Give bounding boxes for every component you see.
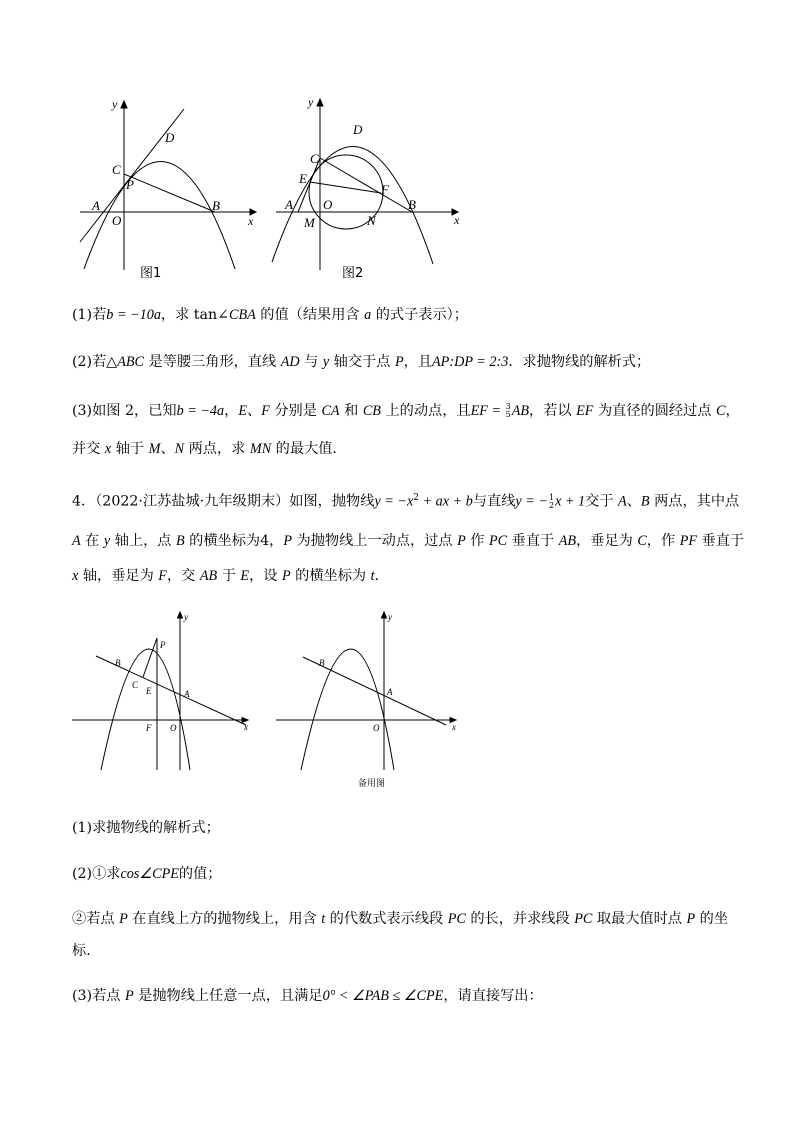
math: C [637, 533, 647, 549]
text: ，且 [403, 354, 433, 370]
fig4-label-o: O [373, 723, 380, 733]
fig2-label-m: M [304, 215, 315, 230]
text: 为抛物线上一动点，过点 [292, 533, 458, 549]
fig3-label-y: y [184, 612, 188, 622]
math: N [174, 441, 185, 457]
text: 并交 [72, 441, 105, 457]
math: PC [447, 911, 466, 927]
math: cos∠CPE [120, 866, 179, 882]
text: (3)若点 [72, 988, 125, 1004]
math: x + 1 [555, 493, 586, 510]
fig1-label-o: O [112, 213, 122, 228]
fig1-parabola [84, 162, 235, 270]
math: E [240, 568, 250, 584]
fig3-label-p: P [160, 640, 166, 650]
prev-q-part3-line2 [72, 440, 347, 458]
fig3-y-arrow [178, 612, 183, 618]
prev-q-part1 [72, 306, 468, 324]
fig4-parabola [301, 649, 394, 770]
denominator: 2 [548, 500, 555, 510]
math: P [457, 533, 466, 549]
q4-part1: (1)求抛物线的解析式； [72, 820, 220, 836]
fig3-label-c: C [132, 680, 139, 690]
text: 交于 [585, 493, 619, 510]
text: 作 [465, 533, 489, 549]
q4-part3 [72, 987, 543, 1005]
math: AB [558, 533, 577, 549]
math: AB [511, 403, 530, 419]
fig2-label-e: E [299, 171, 307, 186]
text: 为直径的圆经过点 [593, 403, 716, 419]
fraction [506, 403, 511, 419]
text: 在 [80, 533, 104, 549]
math: t [321, 911, 326, 927]
text: 与 [299, 354, 323, 370]
math: A [618, 493, 627, 510]
text: 、 [626, 493, 641, 510]
text: ，设 [249, 568, 282, 584]
prev-q-part3-line1 [72, 402, 740, 420]
fig2-label-c: C [310, 151, 319, 166]
numerator: 1 [548, 492, 555, 502]
text: 两点，其中点 [649, 493, 740, 510]
math: AB [199, 568, 218, 584]
fig1-line-ad [80, 109, 184, 242]
text: (1)若 [72, 307, 107, 323]
fig2-label-x: x [454, 213, 460, 227]
text: 取最大值时点 [592, 911, 687, 927]
fig2-label-d: D [353, 122, 363, 137]
math: 0° < ∠PAB ≤ ∠CPE [322, 988, 444, 1004]
text: ，交 [166, 568, 200, 584]
math: EF [576, 403, 594, 419]
q4-line2 [72, 532, 744, 550]
fig3-label-f: F [146, 723, 152, 733]
math: P [281, 568, 291, 584]
math: b = −4a [176, 403, 225, 419]
text: 的坐 [695, 911, 729, 927]
math: t [370, 568, 375, 584]
fig2-label-f: F [381, 182, 389, 197]
text: 和 [339, 403, 363, 419]
text: 轴，垂足为 [78, 568, 159, 584]
text: ．求抛物线的解析式； [508, 354, 651, 370]
math: C [716, 403, 726, 419]
text: 垂直于 [507, 533, 559, 549]
text: 的值； [178, 866, 222, 882]
math: M [148, 441, 161, 457]
fig4-label-a: A [387, 687, 393, 697]
text: 的横坐标为4， [184, 533, 284, 549]
math: ABC [117, 354, 144, 370]
fig4-label-y: y [388, 612, 392, 622]
text: 、 [160, 441, 175, 457]
text: 轴交于点 [329, 354, 395, 370]
fig1-caption: 图1 [140, 266, 162, 281]
math: x [104, 441, 112, 457]
fig2-line-cb [320, 158, 412, 212]
math: P [686, 911, 696, 927]
q4-part2b-line2: 标． [72, 943, 101, 959]
figure-1 [70, 92, 270, 292]
fig1-y-arrow [121, 101, 127, 108]
fig4-label-x: x [452, 722, 456, 732]
math: P [119, 911, 128, 927]
text: (3)如图 2，已知 [72, 403, 177, 419]
math: a [364, 307, 372, 323]
math: x [72, 568, 79, 584]
math: CA [321, 403, 340, 419]
math: CB [362, 403, 381, 419]
fig2-label-n: N [367, 213, 376, 228]
fig1-label-p: P [126, 177, 134, 192]
math: y [322, 354, 330, 370]
fig2-caption: 图2 [342, 266, 364, 281]
fraction [549, 494, 554, 510]
text: ，垂足为 [576, 533, 638, 549]
math: E [238, 403, 247, 419]
fig1-label-c: C [112, 162, 121, 177]
math: y = −x [374, 493, 414, 510]
fig2-label-o: O [323, 197, 333, 212]
text: 、 [246, 403, 262, 419]
text: 的长，并求线段 [465, 911, 575, 927]
text: 垂直于 [697, 533, 745, 549]
math: PF [679, 533, 698, 549]
text: ，作 [646, 533, 680, 549]
text: 的式子表示）； [371, 307, 468, 323]
fig4-caption: 备用图 [358, 779, 386, 789]
text: ，求 tan∠ [160, 307, 229, 323]
q4-part2a [72, 865, 222, 883]
text: 的值（结果用含 [255, 307, 365, 323]
denominator: 5 [505, 410, 511, 419]
math: MN [249, 441, 272, 457]
fig3-label-b: B [115, 658, 121, 668]
fig2-y-arrow [317, 99, 323, 106]
text: 的横坐标为 [290, 568, 371, 584]
text: ， [224, 403, 239, 419]
figure-3 [66, 608, 258, 780]
math: + ax + b [419, 493, 473, 510]
fig3-pc [143, 638, 157, 677]
text: (2)①求 [72, 866, 121, 882]
text: 轴上，点 [110, 533, 176, 549]
figure-2 [268, 92, 468, 292]
numerator: 3 [505, 402, 511, 411]
text: 4．（2022·江苏盐城·九年级期末）如图，抛物线 [72, 493, 375, 510]
q4-line1 [72, 489, 739, 511]
superscript: 2 [413, 493, 420, 503]
math: P [394, 354, 404, 370]
fig2-label-y: y [308, 95, 314, 109]
text: 的最大值． [271, 441, 347, 457]
prev-q-part2 [72, 353, 650, 371]
fig3-label-x: x [244, 722, 248, 732]
math: y [103, 533, 111, 549]
math: CBA [229, 307, 256, 323]
math: F [261, 403, 270, 419]
fig2-label-b: B [408, 197, 416, 212]
fig2-label-a: A [285, 197, 293, 212]
fig1-label-x: x [248, 214, 254, 228]
text: 在直线上方的抛物线上，用含 [127, 911, 322, 927]
math: AD [280, 354, 300, 370]
fig4-label-b: B [319, 658, 325, 668]
math: P [124, 988, 134, 1004]
math: B [640, 493, 650, 510]
math: A [72, 533, 81, 549]
fig1-label-a: A [92, 198, 100, 213]
text: ， [725, 403, 740, 419]
text: ，若以 [529, 403, 577, 419]
math: EF = [470, 403, 505, 419]
text: 分别是 [269, 403, 322, 419]
fig3-label-a: A [184, 689, 190, 699]
q4-line3 [72, 567, 389, 585]
text: 是抛物线上任意一点，且满足 [133, 988, 323, 1004]
text: ． [374, 568, 389, 584]
text: 与直线 [472, 493, 516, 510]
fig1-label-y: y [112, 97, 118, 111]
math: F [158, 568, 167, 584]
text: 是等腰三角形，直线 [144, 354, 281, 370]
fig3-label-o: O [170, 723, 177, 733]
figure-4 [270, 608, 466, 794]
math: PC [488, 533, 508, 549]
fig1-label-d: D [165, 130, 175, 145]
text: 两点，求 [184, 441, 250, 457]
math: AP:DP = 2:3 [432, 354, 509, 370]
q4-part2b-line1 [72, 910, 728, 928]
math: y = − [515, 493, 548, 510]
math: PC [574, 911, 593, 927]
fig4-y-arrow [382, 612, 387, 618]
text: ，请直接写出： [443, 988, 543, 1004]
text: 轴于 [111, 441, 149, 457]
text: (2)若△ [72, 354, 118, 370]
text: 的代数式表示线段 [325, 911, 448, 927]
fig3-label-e: E [146, 686, 152, 696]
math: b = −10a [106, 307, 161, 323]
text: 上的动点，且 [380, 403, 471, 419]
math: B [175, 533, 185, 549]
math: P [283, 533, 292, 549]
text: ②若点 [72, 911, 120, 927]
fig1-label-b: B [212, 198, 220, 213]
text: 于 [217, 568, 241, 584]
